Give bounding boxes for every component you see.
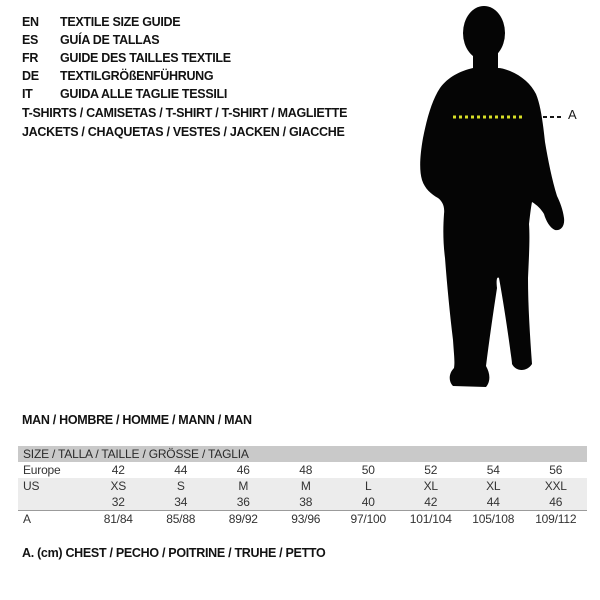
category-tshirts: T-SHIRTS / CAMISETAS / T-SHIRT / T-SHIRT / MAGLIETTE [22, 106, 348, 120]
size-value: 44 [174, 463, 188, 477]
language-row [22, 67, 231, 85]
row-label [18, 494, 87, 510]
language-code: DE [22, 69, 39, 83]
size-table [18, 446, 587, 527]
language-title: TEXTILE SIZE GUIDE [60, 15, 181, 29]
size-value: 105/108 [472, 512, 515, 526]
language-code: IT [22, 87, 33, 101]
size-value: 81/84 [103, 512, 133, 526]
size-value: M [300, 479, 311, 493]
size-value: 42 [111, 463, 125, 477]
size-value: M [238, 479, 249, 493]
silhouette-body [420, 50, 564, 387]
language-code: ES [22, 33, 39, 47]
size-value: 44 [486, 495, 500, 509]
language-code: EN [22, 15, 39, 29]
size-table-header: SIZE / TALLA / TAILLE / GRÖSSE / TAGLIA [18, 446, 587, 462]
size-value: 101/104 [409, 512, 452, 526]
size-value: XS [110, 479, 127, 493]
row-label: A [23, 512, 31, 526]
man-silhouette-graphic [400, 0, 600, 400]
language-row [22, 49, 231, 67]
language-code: FR [22, 51, 39, 65]
size-value: 42 [424, 495, 438, 509]
table-row-chest-cm [18, 510, 587, 527]
size-value: 97/100 [350, 512, 386, 526]
size-value: XXL [544, 479, 567, 493]
measurement-label-a: A [568, 107, 577, 122]
language-row [22, 13, 231, 31]
size-value: 48 [299, 463, 313, 477]
size-value: 32 [111, 495, 125, 509]
size-value: 38 [299, 495, 313, 509]
size-value: 34 [174, 495, 188, 509]
language-title: TEXTILGRÖßENFÜHRUNG [60, 69, 214, 83]
size-value: 46 [236, 463, 250, 477]
language-title: GUIDA ALLE TAGLIE TESSILI [60, 87, 228, 101]
size-value: 36 [236, 495, 250, 509]
size-value: 40 [361, 495, 375, 509]
table-row-us [18, 478, 587, 494]
language-row [22, 85, 231, 103]
size-value: S [176, 479, 185, 493]
row-label: Europe [23, 463, 61, 477]
size-value: 50 [361, 463, 375, 477]
category-lines [22, 104, 347, 142]
table-row-europe [18, 462, 587, 478]
man-figure [400, 0, 600, 400]
size-value: 93/96 [291, 512, 321, 526]
size-value: 54 [486, 463, 500, 477]
category-jackets: JACKETS / CHAQUETAS / VESTES / JACKEN / GIACCHE [22, 125, 345, 139]
size-value: XL [423, 479, 438, 493]
size-value: 46 [549, 495, 563, 509]
row-label: US [23, 479, 40, 493]
size-value: 109/112 [535, 512, 577, 526]
language-list [22, 13, 231, 103]
size-value: 89/92 [228, 512, 258, 526]
measurement-footnote: A. (cm) CHEST / PECHO / POITRINE / TRUHE / PETTO [22, 546, 326, 560]
table-row-us-numeric [18, 494, 587, 510]
size-value: 56 [549, 463, 563, 477]
section-title: MAN / HOMBRE / HOMME / MANN / MAN [22, 413, 252, 427]
language-row [22, 31, 231, 49]
language-title: GUÍA DE TALLAS [60, 33, 160, 47]
size-value: 85/88 [166, 512, 196, 526]
size-value: 52 [424, 463, 438, 477]
size-value: XL [486, 479, 501, 493]
language-title: GUIDE DES TAILLES TEXTILE [60, 51, 231, 65]
size-value: L [365, 479, 372, 493]
